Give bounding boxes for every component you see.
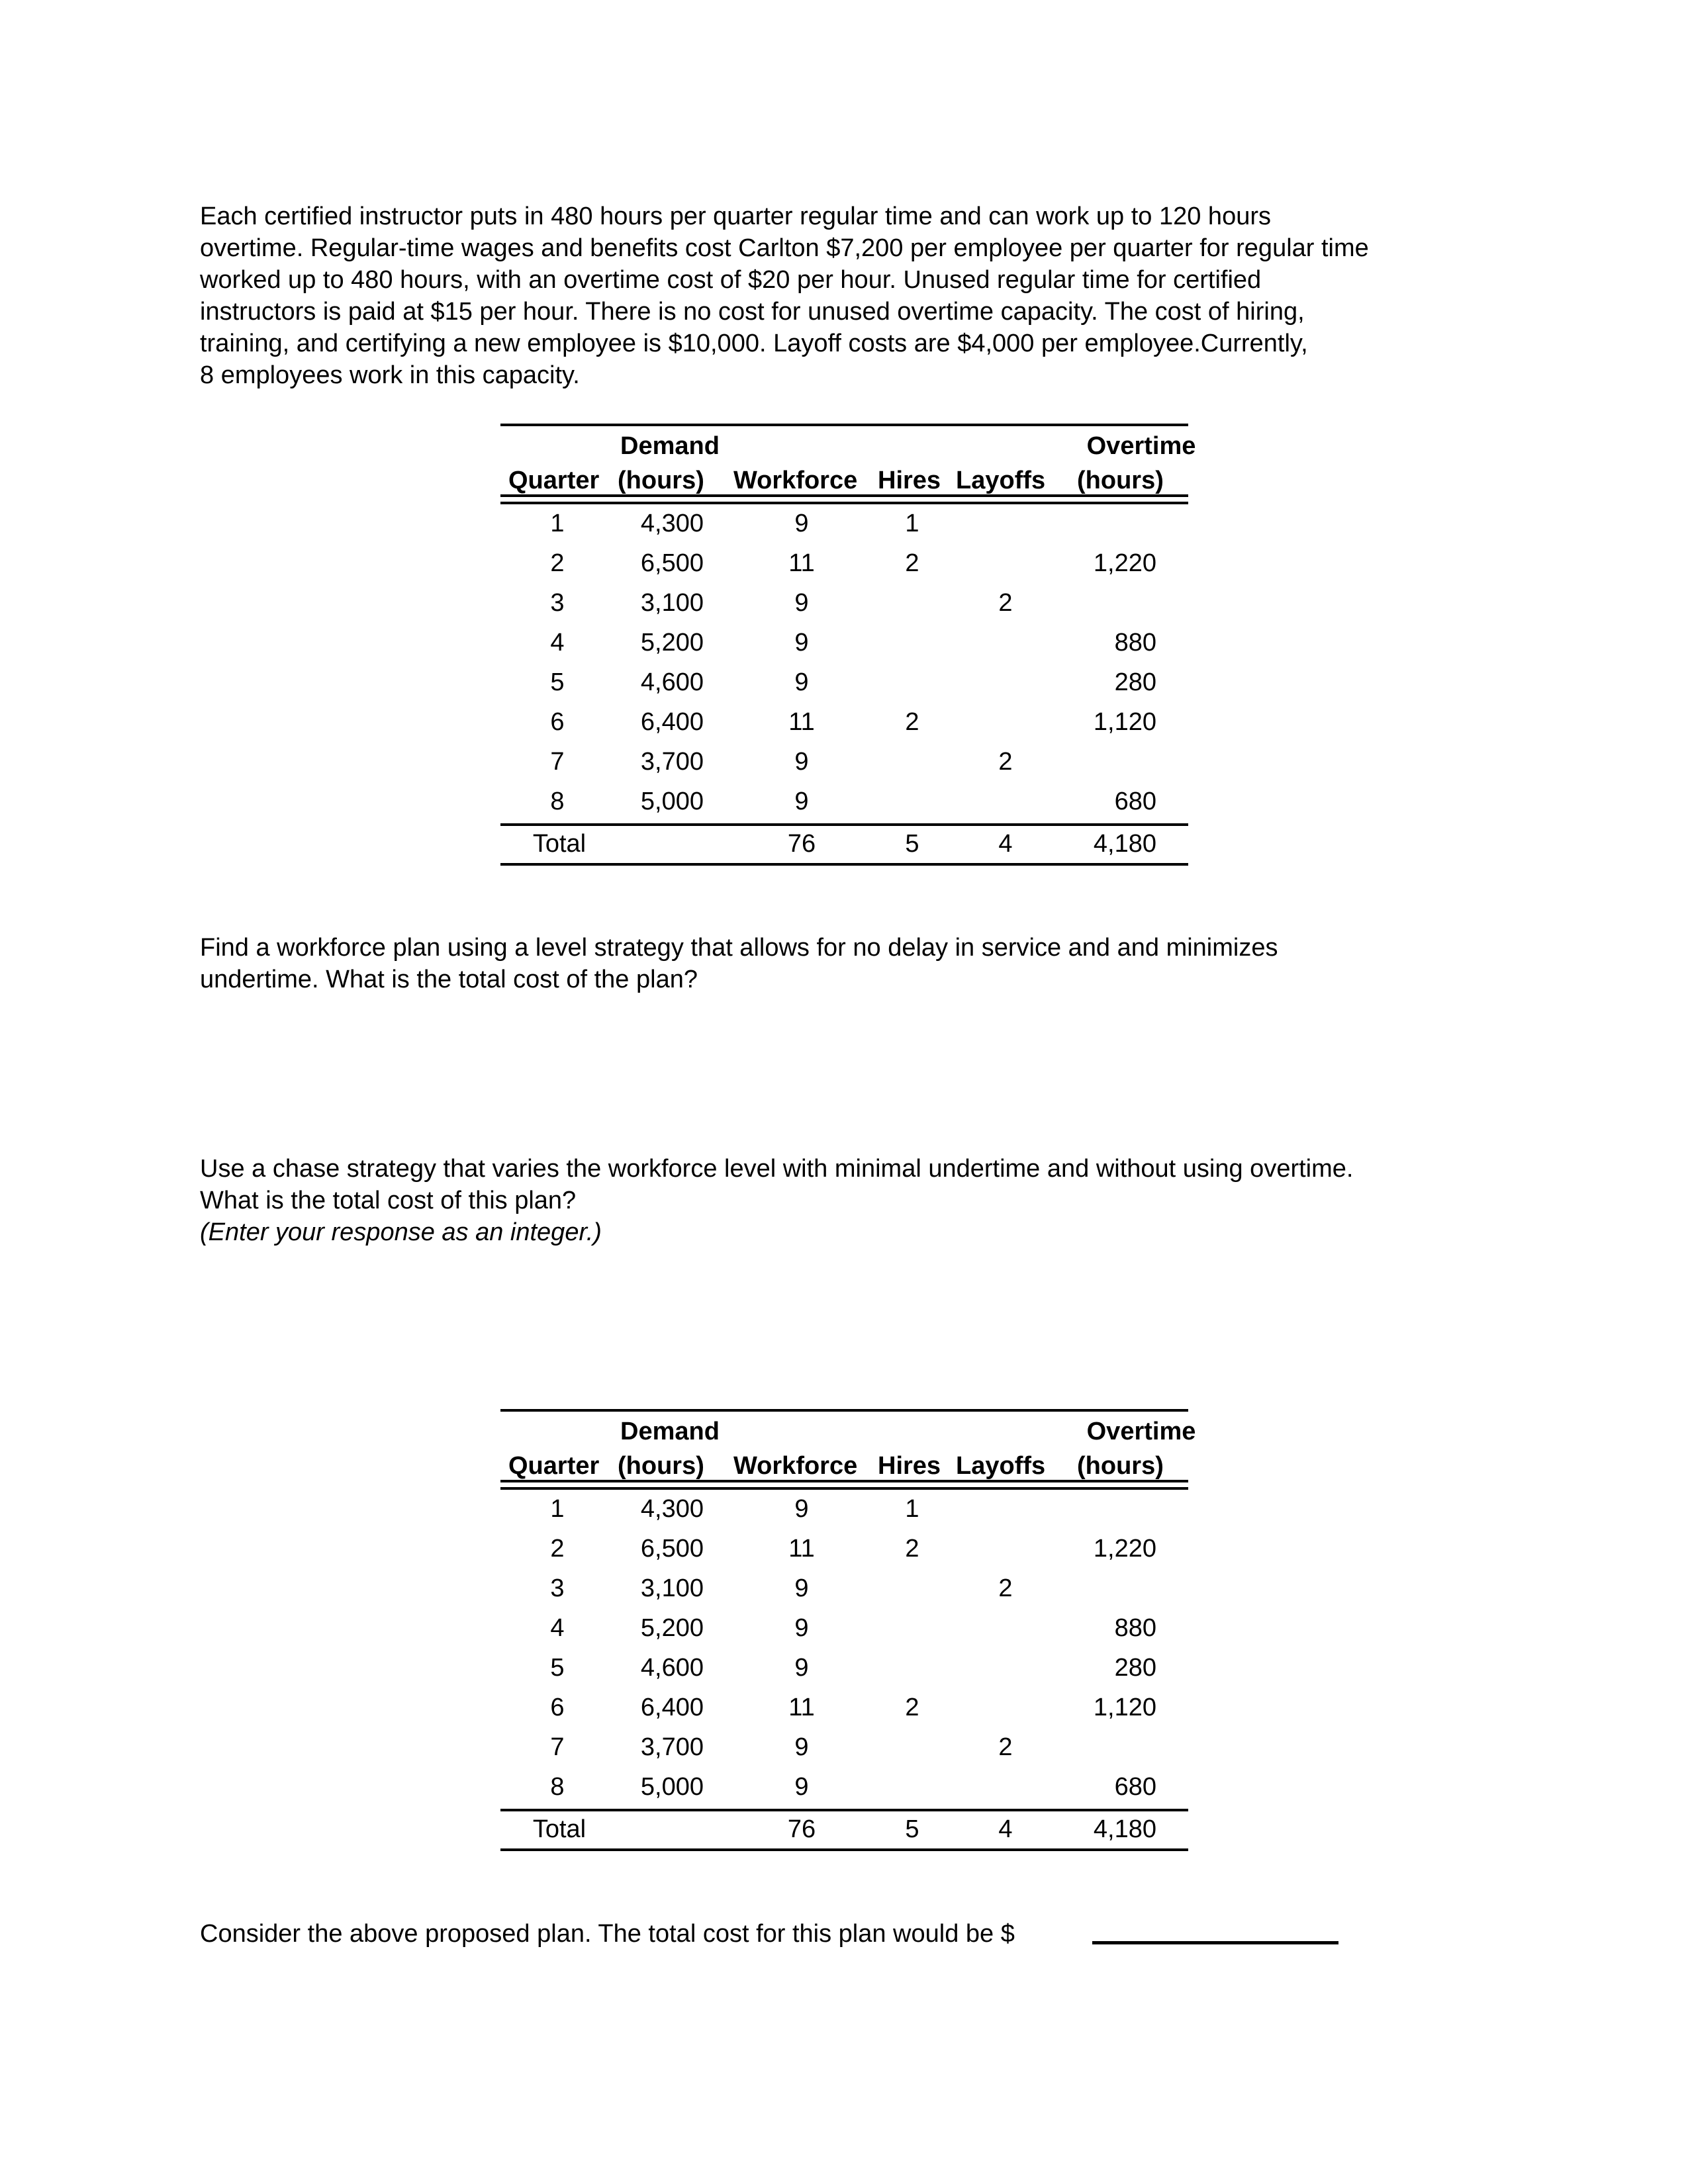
cell-hires: 2 bbox=[905, 708, 919, 736]
header-workforce: Workforce bbox=[733, 1452, 858, 1480]
cell-hires: 2 bbox=[905, 1694, 919, 1721]
cell-quarter: 7 bbox=[550, 748, 565, 776]
total-layoffs: 4 bbox=[998, 1815, 1013, 1843]
header-demand: Demand bbox=[620, 1418, 720, 1445]
cell-demand: 6,400 bbox=[640, 708, 704, 736]
cell-workforce: 11 bbox=[788, 708, 815, 736]
cell-quarter: 5 bbox=[550, 1654, 565, 1682]
cell-demand: 6,400 bbox=[640, 1694, 704, 1721]
header-workforce: Workforce bbox=[733, 467, 858, 494]
cell-overtime: 1,220 bbox=[1093, 1535, 1156, 1563]
level-strategy-question bbox=[200, 932, 1278, 995]
total-workforce: 76 bbox=[787, 1815, 816, 1843]
question-line: Use a chase strategy that varies the workforce level with minimal undertime and without using overtime. bbox=[200, 1155, 1354, 1183]
header-double-rule-top bbox=[500, 1480, 1188, 1482]
total-top-rule bbox=[500, 1809, 1188, 1811]
cell-demand: 6,500 bbox=[640, 549, 704, 577]
cell-quarter: 4 bbox=[550, 629, 565, 657]
cell-demand: 5,000 bbox=[640, 1773, 704, 1801]
final-question-text: Consider the above proposed plan. The total cost for this plan would be $ bbox=[200, 1920, 1015, 1948]
cell-layoffs: 2 bbox=[998, 589, 1013, 617]
intro-paragraph bbox=[200, 201, 1369, 391]
total-overtime: 4,180 bbox=[1093, 830, 1156, 858]
cell-workforce: 11 bbox=[788, 1694, 815, 1721]
header-double-rule-bottom bbox=[500, 502, 1188, 504]
response-instruction: (Enter your response as an integer.) bbox=[200, 1218, 602, 1246]
chase-strategy-question bbox=[200, 1153, 1353, 1248]
cell-workforce: 9 bbox=[794, 1495, 809, 1523]
cell-quarter: 2 bbox=[550, 1535, 565, 1563]
header-hires: Hires bbox=[878, 467, 941, 494]
cell-overtime: 880 bbox=[1114, 1614, 1156, 1642]
cell-workforce: 9 bbox=[794, 629, 809, 657]
cell-workforce: 9 bbox=[794, 1614, 809, 1642]
total-hires: 5 bbox=[905, 830, 919, 858]
cell-quarter: 1 bbox=[550, 510, 565, 537]
cell-demand: 3,100 bbox=[640, 589, 704, 617]
cell-layoffs: 2 bbox=[998, 1733, 1013, 1761]
header-double-rule-bottom bbox=[500, 1487, 1188, 1490]
intro-line: overtime. Regular-time wages and benefits cost Carlton $7,200 per employee per quarter for regular time bbox=[200, 234, 1369, 262]
cell-overtime: 1,120 bbox=[1093, 1694, 1156, 1721]
cell-overtime: 1,120 bbox=[1093, 708, 1156, 736]
intro-line: worked up to 480 hours, with an overtime cost of $20 per hour. Unused regular time for certified bbox=[200, 266, 1262, 294]
cell-layoffs: 2 bbox=[998, 1574, 1013, 1602]
cell-quarter: 5 bbox=[550, 668, 565, 696]
cell-workforce: 9 bbox=[794, 1733, 809, 1761]
workforce-plan-table bbox=[500, 424, 1196, 866]
total-label: Total bbox=[532, 830, 586, 858]
cell-hires: 2 bbox=[905, 1535, 919, 1563]
cell-workforce: 9 bbox=[794, 1574, 809, 1602]
cell-hires: 2 bbox=[905, 549, 919, 577]
question-line: Find a workforce plan using a level strategy that allows for no delay in service and and minimizes bbox=[200, 934, 1278, 962]
header-double-rule-top bbox=[500, 494, 1188, 497]
final-question bbox=[200, 1918, 1015, 1950]
header-quarter: Quarter bbox=[508, 1452, 600, 1480]
cell-workforce: 11 bbox=[788, 549, 815, 577]
cell-quarter: 3 bbox=[550, 1574, 565, 1602]
header-overtime-unit: (hours) bbox=[1077, 467, 1164, 494]
table-top-rule bbox=[500, 1409, 1188, 1412]
table-bottom-rule bbox=[500, 1848, 1188, 1851]
cell-demand: 3,100 bbox=[640, 1574, 704, 1602]
cell-quarter: 1 bbox=[550, 1495, 565, 1523]
cell-quarter: 2 bbox=[550, 549, 565, 577]
cell-demand: 6,500 bbox=[640, 1535, 704, 1563]
cell-demand: 3,700 bbox=[640, 1733, 704, 1761]
question-line: undertime. What is the total cost of the plan? bbox=[200, 966, 698, 993]
intro-line: Each certified instructor puts in 480 hours per quarter regular time and can work up to 120 hours bbox=[200, 203, 1271, 230]
cell-quarter: 7 bbox=[550, 1733, 565, 1761]
cell-workforce: 9 bbox=[794, 1773, 809, 1801]
header-layoffs: Layoffs bbox=[956, 1452, 1046, 1480]
cell-workforce: 9 bbox=[794, 788, 809, 815]
header-demand-unit: (hours) bbox=[618, 467, 704, 494]
question-line: What is the total cost of this plan? bbox=[200, 1187, 577, 1214]
total-hires: 5 bbox=[905, 1815, 919, 1843]
cell-demand: 3,700 bbox=[640, 748, 704, 776]
cell-hires: 1 bbox=[905, 1495, 919, 1523]
total-top-rule bbox=[500, 823, 1188, 826]
cell-quarter: 4 bbox=[550, 1614, 565, 1642]
cell-demand: 4,300 bbox=[640, 1495, 704, 1523]
intro-line: training, and certifying a new employee is $10,000. Layoff costs are $4,000 per employee.Currently, bbox=[200, 330, 1308, 357]
cell-quarter: 6 bbox=[550, 1694, 565, 1721]
cell-overtime: 680 bbox=[1114, 1773, 1156, 1801]
intro-line: instructors is paid at $15 per hour. There is no cost for unused overtime capacity. The cost of hiring, bbox=[200, 298, 1305, 326]
cell-workforce: 9 bbox=[794, 748, 809, 776]
cell-workforce: 11 bbox=[788, 1535, 815, 1563]
cell-quarter: 3 bbox=[550, 589, 565, 617]
cell-demand: 4,600 bbox=[640, 1654, 704, 1682]
header-hires: Hires bbox=[878, 1452, 941, 1480]
cell-demand: 5,200 bbox=[640, 1614, 704, 1642]
table-bottom-rule bbox=[500, 863, 1188, 866]
header-quarter: Quarter bbox=[508, 467, 600, 494]
cell-demand: 5,200 bbox=[640, 629, 704, 657]
header-overtime-unit: (hours) bbox=[1077, 1452, 1164, 1480]
cell-overtime: 680 bbox=[1114, 788, 1156, 815]
cell-workforce: 9 bbox=[794, 510, 809, 537]
total-label: Total bbox=[532, 1815, 586, 1843]
cell-workforce: 9 bbox=[794, 1654, 809, 1682]
cell-overtime: 1,220 bbox=[1093, 549, 1156, 577]
cell-overtime: 880 bbox=[1114, 629, 1156, 657]
header-demand: Demand bbox=[620, 432, 720, 460]
cell-quarter: 8 bbox=[550, 788, 565, 815]
answer-blank[interactable] bbox=[1092, 1941, 1338, 1944]
cell-workforce: 9 bbox=[794, 668, 809, 696]
cell-overtime: 280 bbox=[1114, 1654, 1156, 1682]
cell-demand: 4,600 bbox=[640, 668, 704, 696]
proposed-plan-table bbox=[500, 1409, 1196, 1851]
header-overtime: Overtime bbox=[1086, 432, 1196, 460]
cell-workforce: 9 bbox=[794, 589, 809, 617]
header-demand-unit: (hours) bbox=[618, 1452, 704, 1480]
total-layoffs: 4 bbox=[998, 830, 1013, 858]
header-layoffs: Layoffs bbox=[956, 467, 1046, 494]
cell-layoffs: 2 bbox=[998, 748, 1013, 776]
table-top-rule bbox=[500, 424, 1188, 426]
header-overtime: Overtime bbox=[1086, 1418, 1196, 1445]
intro-line: 8 employees work in this capacity. bbox=[200, 361, 580, 389]
total-workforce: 76 bbox=[787, 830, 816, 858]
cell-demand: 5,000 bbox=[640, 788, 704, 815]
cell-demand: 4,300 bbox=[640, 510, 704, 537]
cell-quarter: 6 bbox=[550, 708, 565, 736]
cell-overtime: 280 bbox=[1114, 668, 1156, 696]
total-overtime: 4,180 bbox=[1093, 1815, 1156, 1843]
cell-quarter: 8 bbox=[550, 1773, 565, 1801]
cell-hires: 1 bbox=[905, 510, 919, 537]
